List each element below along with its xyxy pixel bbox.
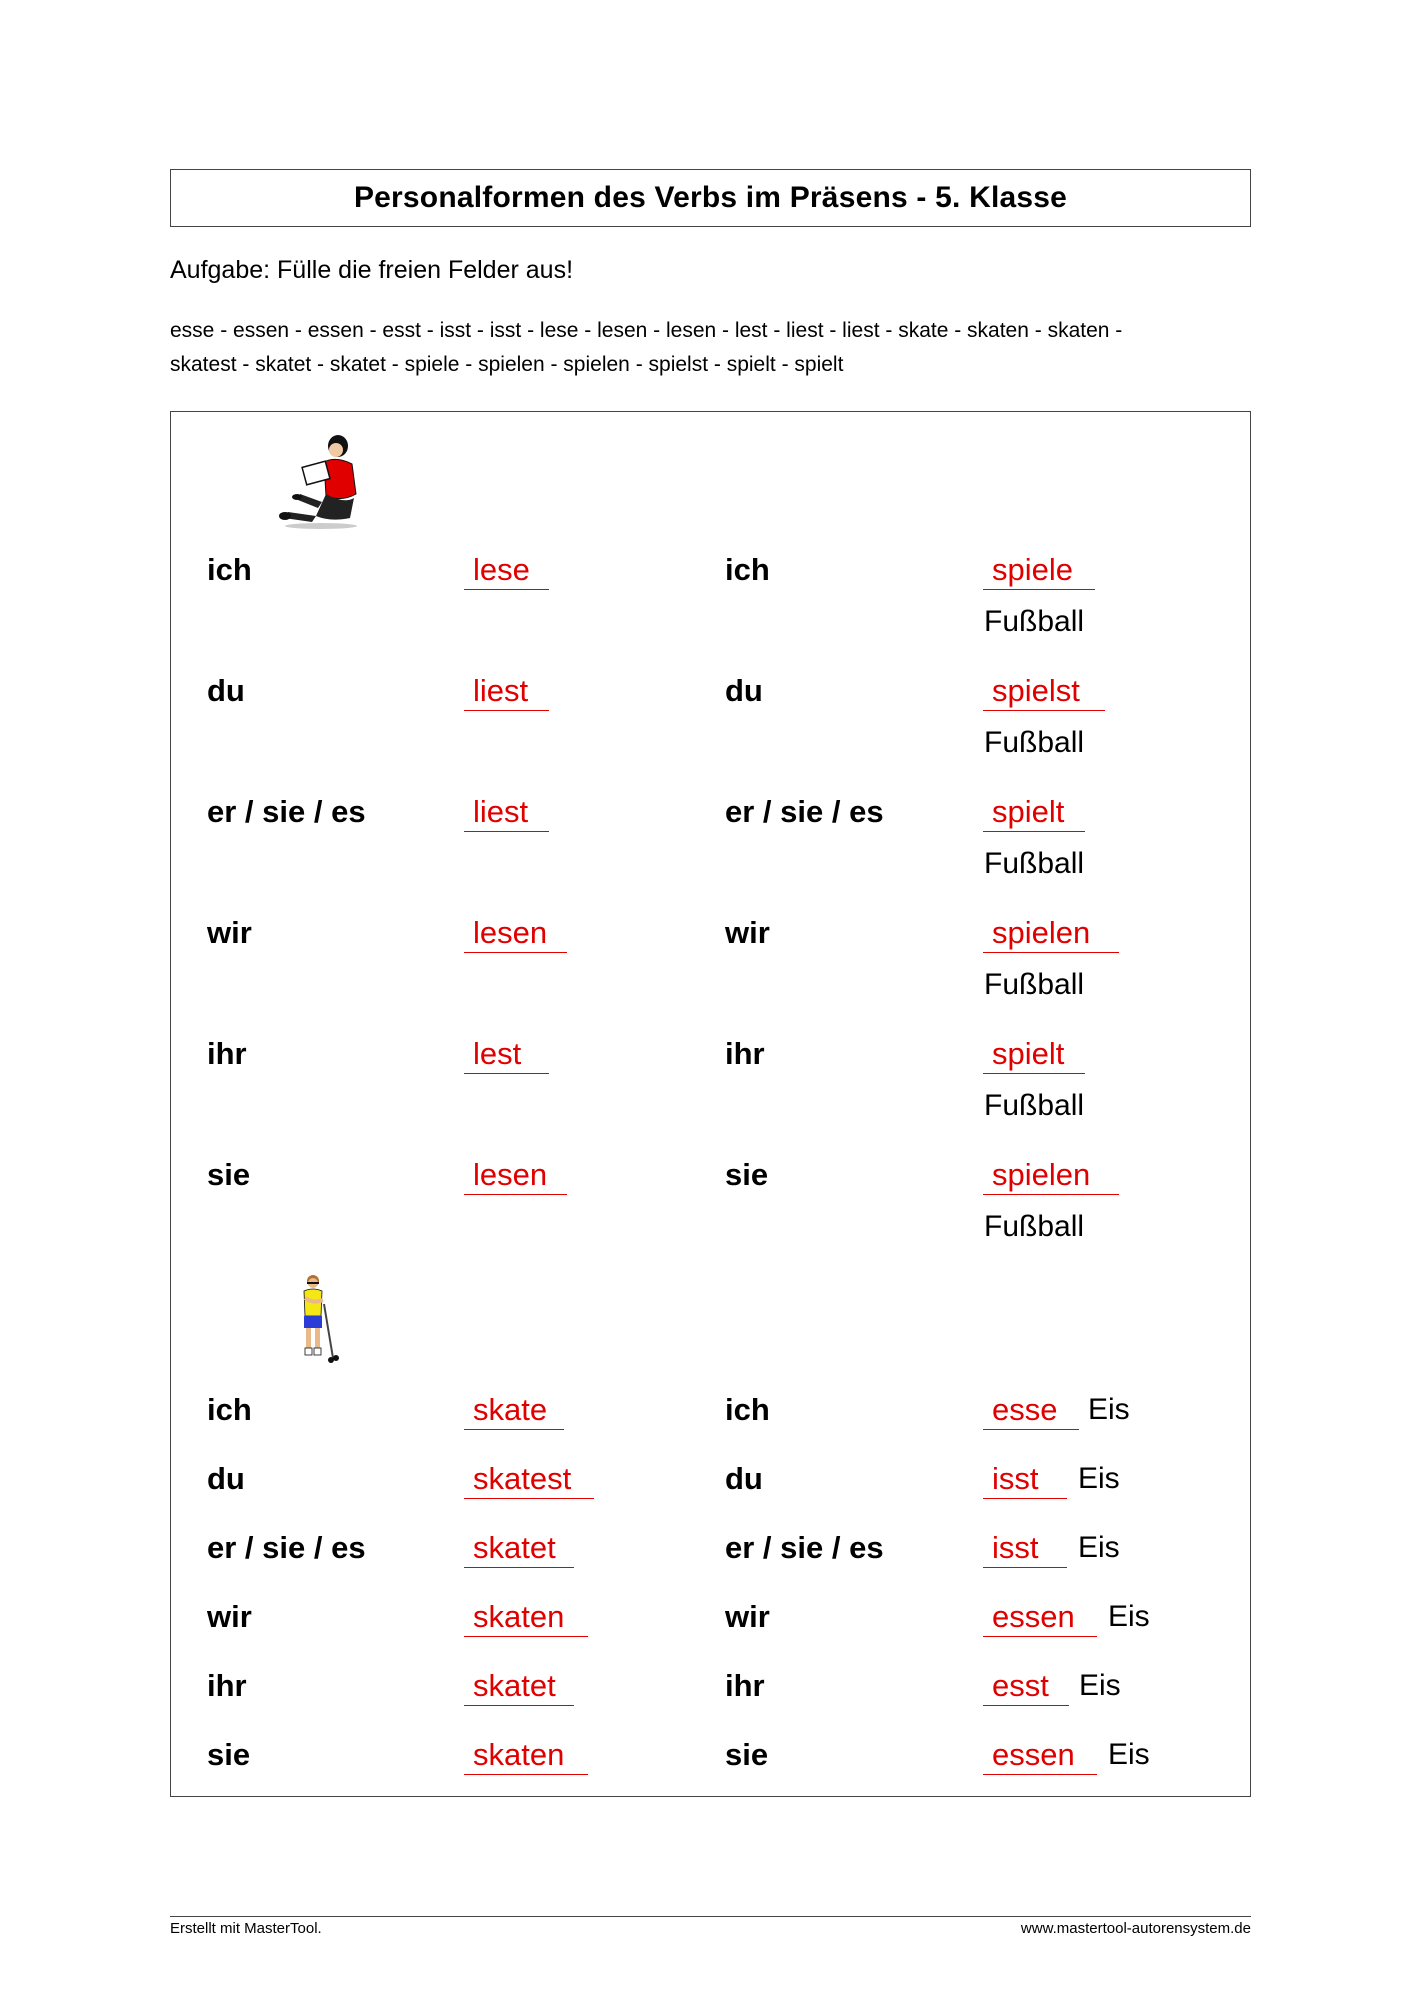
- answer-field-essen[interactable]: essen: [983, 1735, 1097, 1775]
- task-instruction: Aufgabe: Fülle die freien Felder aus!: [170, 256, 574, 284]
- pronoun-label: du: [207, 673, 245, 708]
- word-bank: [170, 314, 1270, 382]
- object-label: Eis: [1078, 1531, 1120, 1564]
- object-label: Eis: [1078, 1462, 1120, 1495]
- object-label: Fußball: [984, 968, 1085, 1001]
- answer-field-spielen[interactable]: spielt: [983, 792, 1085, 832]
- object-label: Fußball: [984, 1210, 1085, 1243]
- word-bank-line-1: esse - essen - essen - esst - isst - isst - lese - lesen - lesen - lest - liest - liest - skate - skaten - skaten -: [170, 319, 1123, 342]
- pronoun-label: er / sie / es: [207, 1530, 366, 1565]
- answer-field-essen[interactable]: esst: [983, 1666, 1069, 1706]
- answer-field-skaten[interactable]: skatet: [464, 1528, 574, 1568]
- answer-field-spielen[interactable]: spiele: [983, 550, 1095, 590]
- object-label: Fußball: [984, 1089, 1085, 1122]
- answer-field-lesen[interactable]: lesen: [464, 1155, 567, 1195]
- answer-field-essen[interactable]: essen: [983, 1597, 1097, 1637]
- table-row: [171, 1528, 1250, 1588]
- pronoun-label: er / sie / es: [207, 794, 366, 829]
- table-row: [171, 671, 1250, 759]
- table-row: [171, 1597, 1250, 1657]
- pronoun-label: ihr: [207, 1036, 247, 1071]
- pronoun-label: ich: [207, 552, 252, 587]
- table-row: [171, 1666, 1250, 1726]
- pronoun-label: du: [725, 1461, 763, 1496]
- pronoun-label: er / sie / es: [725, 1530, 884, 1565]
- pronoun-label: ihr: [725, 1036, 765, 1071]
- footer-link[interactable]: www.mastertool-autorensystem.de: [1020, 1920, 1251, 1937]
- page-title: Personalformen des Verbs im Präsens - 5. Klasse: [170, 169, 1251, 227]
- table-row: [171, 1155, 1250, 1243]
- table-row: [171, 550, 1250, 638]
- answer-field-lesen[interactable]: lesen: [464, 913, 567, 953]
- table-row: [171, 1390, 1250, 1450]
- word-bank-line-2: skatest - skatet - skatet - spiele - spielen - spielen - spielst - spielt - spielt: [170, 353, 844, 376]
- pronoun-label: er / sie / es: [725, 794, 884, 829]
- pronoun-label: sie: [207, 1737, 251, 1772]
- table-row: [171, 1034, 1250, 1122]
- table-row: [171, 792, 1250, 880]
- pronoun-label: ihr: [725, 1668, 765, 1703]
- table-row: [171, 1735, 1250, 1795]
- table-row: [171, 1459, 1250, 1519]
- pronoun-label: sie: [207, 1157, 251, 1192]
- object-label: Eis: [1108, 1600, 1150, 1633]
- pronoun-label: wir: [725, 1599, 770, 1634]
- table-row: [171, 913, 1250, 1001]
- pronoun-label: sie: [725, 1737, 769, 1772]
- boy-reading-icon: [276, 432, 366, 532]
- pronoun-label: ihr: [207, 1668, 247, 1703]
- answer-field-essen[interactable]: isst: [983, 1459, 1067, 1499]
- boy-skateboard-icon: [291, 1274, 341, 1366]
- answer-field-spielen[interactable]: spielst: [983, 671, 1105, 711]
- pronoun-label: ich: [207, 1392, 252, 1427]
- answer-field-skaten[interactable]: skatet: [464, 1666, 574, 1706]
- pronoun-label: du: [207, 1461, 245, 1496]
- pronoun-label: sie: [725, 1157, 769, 1192]
- answer-field-essen[interactable]: esse: [983, 1390, 1079, 1430]
- object-label: Fußball: [984, 726, 1085, 759]
- object-label: Eis: [1088, 1393, 1130, 1426]
- pronoun-label: wir: [207, 1599, 252, 1634]
- answer-field-spielen[interactable]: spielen: [983, 1155, 1119, 1195]
- answer-field-skaten[interactable]: skaten: [464, 1597, 588, 1637]
- pronoun-label: ich: [725, 1392, 770, 1427]
- answer-field-lesen[interactable]: liest: [464, 792, 549, 832]
- answer-field-lesen[interactable]: lese: [464, 550, 549, 590]
- object-label: Fußball: [984, 605, 1085, 638]
- answer-field-essen[interactable]: isst: [983, 1528, 1067, 1568]
- exercise-box: [170, 411, 1251, 1797]
- pronoun-label: ich: [725, 552, 770, 587]
- pronoun-label: wir: [725, 915, 770, 950]
- answer-field-skaten[interactable]: skatest: [464, 1459, 594, 1499]
- answer-field-skaten[interactable]: skaten: [464, 1735, 588, 1775]
- object-label: Eis: [1079, 1669, 1121, 1702]
- footer-divider: [170, 1916, 1251, 1917]
- object-label: Fußball: [984, 847, 1085, 880]
- answer-field-spielen[interactable]: spielt: [983, 1034, 1085, 1074]
- pronoun-label: wir: [207, 915, 252, 950]
- answer-field-lesen[interactable]: liest: [464, 671, 549, 711]
- object-label: Eis: [1108, 1738, 1150, 1771]
- footer-credit: Erstellt mit MasterTool.: [170, 1920, 322, 1937]
- answer-field-spielen[interactable]: spielen: [983, 913, 1119, 953]
- answer-field-lesen[interactable]: lest: [464, 1034, 549, 1074]
- answer-field-skaten[interactable]: skate: [464, 1390, 564, 1430]
- pronoun-label: du: [725, 673, 763, 708]
